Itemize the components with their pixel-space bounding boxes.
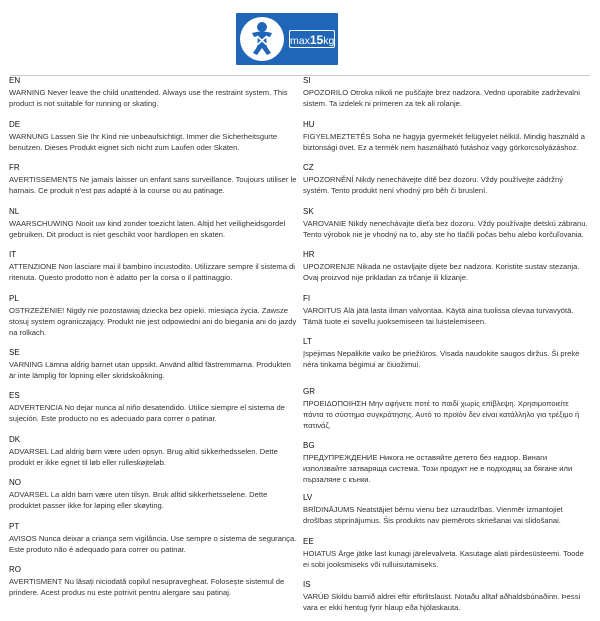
warning-text: VAROVANIE Nikdy nenechávajte dieťa bez dozoru. Vždy používajte detskú zábranu. Tento výrobok nie je vhodný na to, aby ste ho tlačili počas behu alebo korčuľovania. [303,218,588,239]
warning-text: ПРЕДУПРЕЖДЕНИЕ Никога не оставяйте детето без надзор. Винаги използвайте затваряща система. Този продукт не е подходящ за бягане или пързаляне с кънки. [303,453,573,484]
warning-text: UPOZORNĚNÍ Nikdy nenechávejte dítě bez dozoru. Vždy používejte zádržný systém. Tento produkt není vhodný pro běh či bruslení. [303,175,563,195]
warning-section [303,577,591,621]
language-code: HR [303,250,315,259]
language-code: NO [9,478,21,487]
child-restraint-icon [240,17,284,61]
warning-section [303,384,591,438]
language-code: DE [9,119,21,129]
warning-section [303,490,591,534]
warning-section [303,438,591,490]
warning-section [9,117,297,161]
warnings-left-column [9,73,297,606]
language-code: BG [303,441,315,450]
language-code: GR [303,387,315,396]
language-code: DK [9,434,21,444]
warning-text: UPOZORENJE Nikada ne ostavljajte dijete bez nadzora. Koristite sustav stezanja. Ovaj proizvod nije prikladan za trčanje ili klizanje. [303,262,580,282]
weight-unit: kg [323,35,335,47]
warning-text: WARNING Never leave the child unattended. Always use the restraint system. This product is not suitable for running or skating. [9,88,288,108]
warning-section [303,73,591,117]
warning-section [9,247,297,291]
warning-section [9,519,297,563]
warning-text: Įspėjimas Nepalikite vaiko be priežiūros. Visada naudokite saugos diržus. Ši prekė nėra tinkama bėgimui ar čiuožimui. [303,349,580,369]
language-code: SK [303,206,314,216]
warning-text: WARNUNG Lassen Sie Ihr Kind nie unbeaufsichtigt. Immer die Sicherheitsgurte benutzen. Dieses Produkt eignet sich nicht zum Laufen oder Skaten. [9,131,278,152]
warning-section [303,160,591,204]
warning-section [303,534,591,578]
language-code: LT [303,337,312,346]
language-code: ES [9,391,20,400]
weight-value: 15 [309,33,324,47]
warning-text: ATTENZIONE Non lasciare mai il bambino incustodito. Utilizzare sempre il sistema di ritenuta. Questo prodotto non è adatto per la corsa o il pattinaggio. [9,262,295,282]
warning-text: ADVERTENCIA No dejar nunca al niño desatendido. Utilice siempre el sistema de sujeción. Este producto no es adecuado para correr o patinar. [9,403,285,423]
language-code: HU [303,119,315,129]
warning-section [303,334,591,384]
warning-text: ADVARSEL La aldri barn være uten tilsyn. Bruk alltid sikkerhetsselene. Dette produktet passer ikke for løping eller skøyting. [9,490,268,510]
language-code: SI [303,76,311,85]
warning-section [303,117,591,161]
warning-section [303,204,591,248]
warning-section [9,562,297,606]
warning-section [9,160,297,204]
warning-section [303,247,591,291]
warning-text: AVERTISSEMENTS Ne jamais laisser un enfant sans surveillance. Toujours utiliser le harnais. Ce produit n’est pas adapté à la course ou au patinage. [9,175,297,195]
warning-text: OSTRZEŻENIE! Nigdy nie pozostawiaj dziecka bez opieki. miesiąca życia. Zawsze stosuj system ograniczający. Produkt nie jest odpowiedni ani do biegania ani do jazdy na rolkach. [9,305,297,337]
warning-text: AVERTISMENT Nu lăsați niciodată copilul nesupravegheat. Folosește sistemul de prindere. Acest produs nu este potrivit pentru alergare sau patinaj. [9,577,285,597]
warning-section [9,388,297,432]
language-code: NL [9,206,20,216]
language-code: SE [9,347,20,357]
language-code: RO [9,565,21,574]
warning-text: VARNING Lämna aldrig barnet utan uppsikt. Använd alltid fästremmarna. Produkten är inte lämplig för löpning eller skridskoåkning. [9,359,291,380]
warning-text: WAARSCHUWING Nooit uw kind zonder toezicht laten. Altijd het veiligheidsgordel gebruiken. Dit product is niet geschikt voor hardlopen en skaten. [9,218,286,239]
language-code: IS [303,580,311,589]
warning-text: ΠΡΟΕΙΔΟΠΟΙΗΣΗ Μην αφήνετε ποτέ το παιδί χωρίς επίβλεψη. Χρησιμοποιείτε πάντα το σύστημα συγκράτησης. Αυτό το προϊόν δεν είναι κατάλληλο για τρέξιμο ή πατινάζ. [303,399,580,430]
max-weight-label [289,30,335,48]
weight-prefix: max [290,35,310,47]
language-code: EN [9,76,21,85]
warning-text: OPOZORILO Otroka nikoli ne puščajte brez nadzora. Vedno uporabite zadrževalni sistem. Ta izdelek ni primeren za tek ali rolanje. [303,88,580,108]
child-restraint-sign [236,13,338,65]
warning-text: AVISOS Nunca deixar a criança sem vigilância. Use sempre o sistema de segurança. Este produto não é adequado para correr ou patinar. [9,533,297,554]
warning-section [9,345,297,389]
warning-text: HOIATUS Ärge jätke last kunagi järelevalveta. Kasutage alati piirdesüsteemi. Toode ei sobi jooksmiseks või rulluisutamiseks. [303,548,584,569]
warning-section [9,291,297,345]
warning-section [9,432,297,476]
warning-text: FIGYELMEZTETÉS Soha ne hagyja gyermekét felügyelet nélkül. Mindig használd a biztonsági övet. Ez a termék nem használható futáshoz vagy görkorcsolyázáshoz. [303,131,585,152]
warning-text: ADVARSEL Lad aldrig børn være uden opsyn. Brug altid sikkerhedsselen. Dette produkt er ikke egnet til løb eller rulleskøjteløb. [9,446,278,467]
warning-section [9,73,297,117]
warning-section [9,204,297,248]
warning-text: VARÚÐ Skildu barnið aldrei eftir eftirlitslaust. Notaðu alltaf aðhaldsbúnaðinn. Þessi vara er ekki hentug fyrir hlaup eða hjólaskauta. [303,592,581,612]
language-code: FR [9,163,20,172]
warnings-right-column [303,73,591,621]
language-code: PT [9,521,20,531]
language-code: PL [9,293,19,303]
warning-section [303,291,591,335]
language-code: EE [303,536,314,546]
language-code: CZ [303,163,314,172]
warning-text: BRĪDINĀJUMS Neatstājiet bērnu vienu bez uzraudzības. Vienmēr izmantojiet drošības stiprinājumus. Šis produkts nav piemērots skriešanai vai slidošanai. [303,505,563,525]
warning-section [9,475,297,519]
warning-text: VAROITUS Älä jätä lasta ilman valvontaa. Käytä aina tuolissa olevaa turvavyötä. Tämä tuote ei sovellu juoksemiseen tai luistelemiseen. [303,305,574,326]
language-code: FI [303,293,311,303]
language-code: IT [9,250,17,259]
language-code: LV [303,493,313,502]
